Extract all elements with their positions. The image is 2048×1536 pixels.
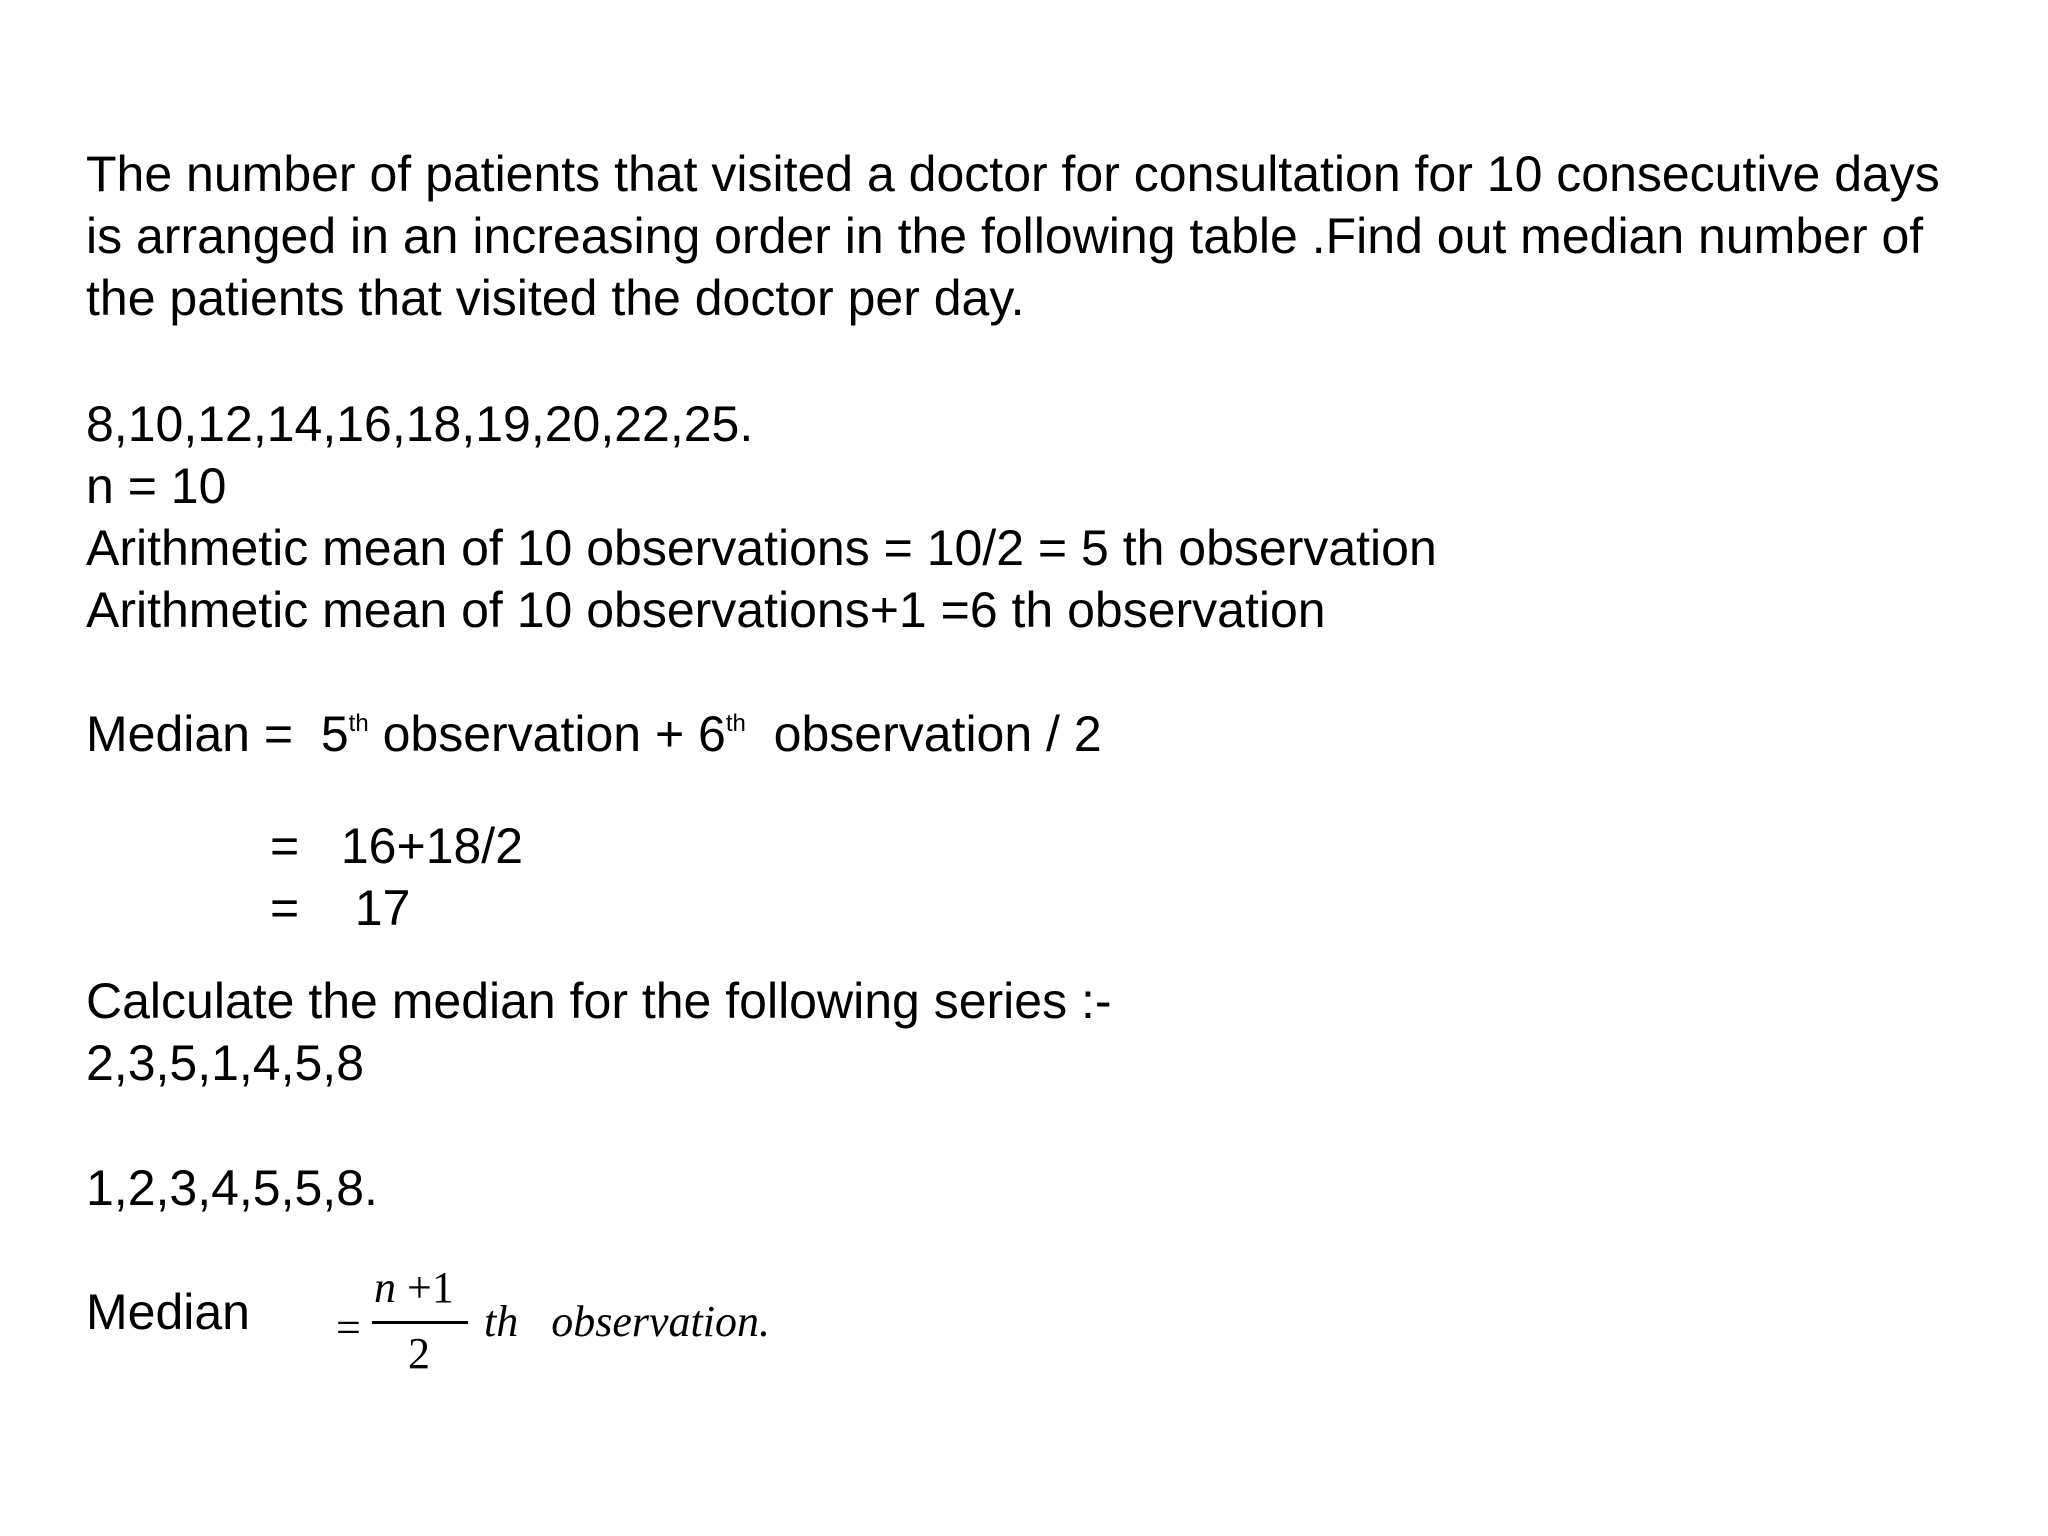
formula-n: n [374,1263,396,1312]
problem-line-3: the patients that visited the doctor per day. [86,270,1025,326]
formula-numerator [374,1262,454,1313]
n-value: n = 10 [86,458,227,514]
median-fraction-formula [336,1262,836,1382]
median-label: Median = 5 [86,706,349,762]
median-mid: observation + 6 [368,706,726,762]
mean-line-1: Arithmetic mean of 10 observations = 10/2 = 5 th observation [86,520,1437,576]
fraction-bar [372,1321,468,1324]
superscript-th-2: th [725,710,746,737]
exercise-prompt: Calculate the median for the following series :- [86,973,1112,1029]
formula-equals: = [336,1303,361,1352]
problem-statement [86,143,2036,329]
median-formula-line [86,703,1102,765]
problem-line-2: is arranged in an increasing order in the following table .Find out median number of [86,208,1924,264]
exercise-sorted-series: 1,2,3,4,5,5,8. [86,1160,378,1216]
median-end: observation / 2 [745,706,1102,762]
formula-denominator: 2 [408,1329,430,1378]
median-step-3: = 17 [270,880,411,936]
exercise-series: 2,3,5,1,4,5,8 [86,1035,365,1091]
median-label-2: Median [86,1284,250,1340]
median-step-2: = 16+18/2 [270,818,524,874]
formula-plus-one: +1 [396,1263,454,1312]
problem-line-1: The number of patients that visited a doctor for consultation for 10 consecutive days [86,146,1940,202]
mean-line-2: Arithmetic mean of 10 observations+1 =6 th observation [86,582,1326,638]
superscript-th-1: th [348,710,369,737]
formula-tail: th observation. [484,1297,770,1346]
data-series: 8,10,12,14,16,18,19,20,22,25. [86,396,754,452]
